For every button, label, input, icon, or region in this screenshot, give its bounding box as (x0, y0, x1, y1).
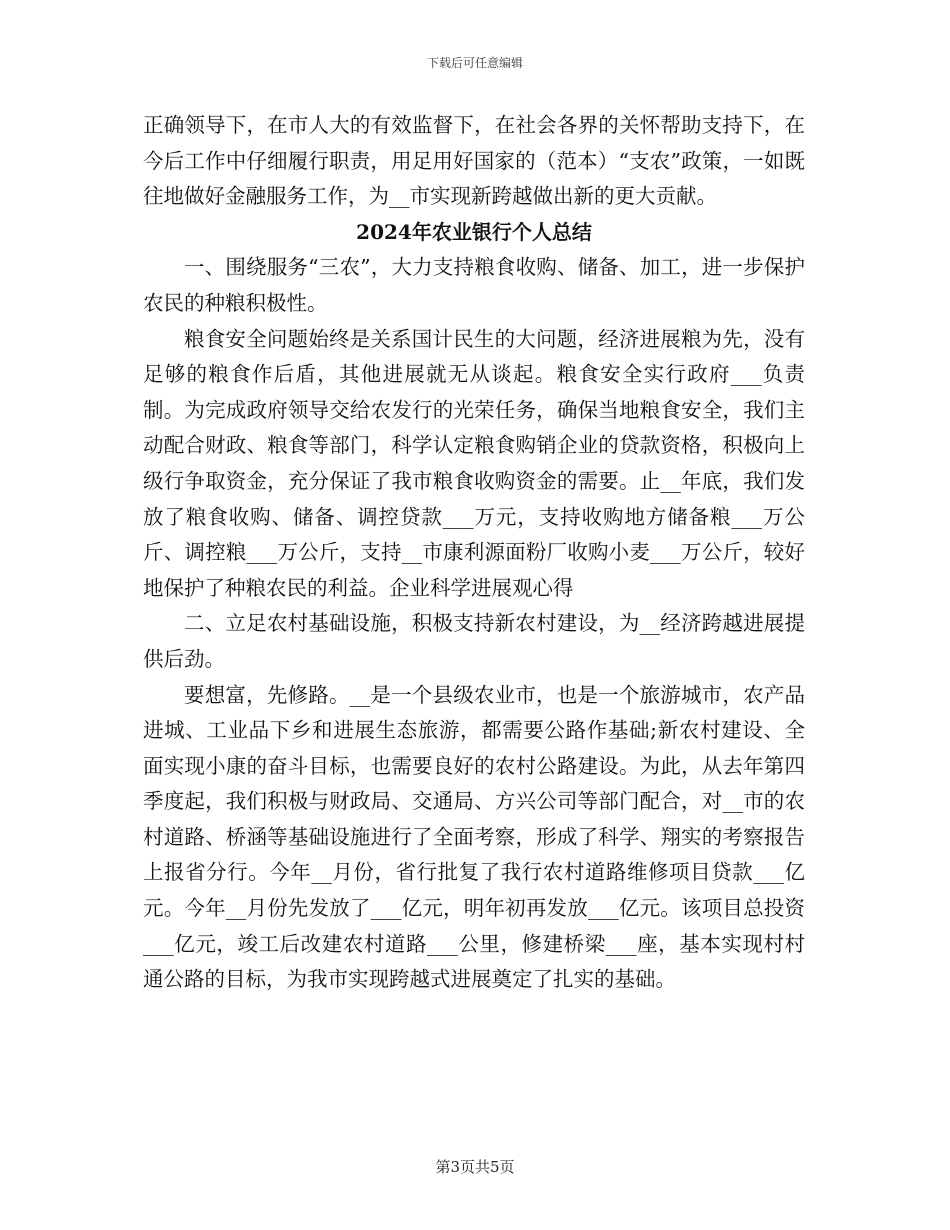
page-number: 第3页共5页 (435, 1158, 515, 1176)
document-body (143, 108, 805, 998)
intro-paragraph: 正确领导下，在市人大的有效监督下，在社会各界的关怀帮助支持下，在今后工作中仔细履行职责，用足用好国家的（范本）“支农”政策，一如既往地做好金融服务工作，为__市实现新跨越做出新的更大贡献。 (143, 113, 805, 209)
section-heading-2: 二、立足农村基础设施，积极支持新农村建设，为__经济跨越进展提供后劲。 (143, 611, 805, 671)
page-header: 下载后可任意编辑 (426, 56, 523, 70)
section-heading-1: 一、围绕服务“三农”，大力支持粮食收购、储备、加工，进一步保护农民的种粮积极性。 (143, 255, 805, 315)
body-paragraph-1: 粮食安全问题始终是关系国计民生的大问题，经济进展粮为先，没有足够的粮食作后盾，其他进展就无从谈起。粮食安全实行政府___负责制。为完成政府领导交给农发行的光荣任务，确保当地粮食安全，我们主动配合财政、粮食等部门，科学认定粮食购销企业的贷款资格，积极向上级行争取资金，充分保证了我市粮食收购资金的需要。止__年底，我们发放了粮食收购、储备、调控贷款___万元，支持收购地方储备粮___万公斤、调控粮___万公斤，支持__市康利源面粉厂收购小麦___万公斤，较好地保护了种粮农民的利益。企业科学进展观心得 (143, 326, 805, 600)
body-paragraph-2: 要想富，先修路。__是一个县级农业市，也是一个旅游城市，农产品进城、工业品下乡和进展生态旅游，都需要公路作基础;新农村建设、全面实现小康的奋斗目标，也需要良好的农村公路建设。为此，从去年第四季度起，我们积极与财政局、交通局、方兴公司等部门配合，对__市的农村道路、桥涵等基础设施进行了全面考察，形成了科学、翔实的考察报告上报省分行。今年__月份，省行批复了我行农村道路维修项目贷款___亿元。今年__月份先发放了___亿元，明年初再发放___亿元。该项目总投资___亿元，竣工后改建农村道路___公里，修建桥梁___座，基本实现村村通公路的目标，为我市实现跨越式进展奠定了扎实的基础。 (143, 682, 805, 992)
document-title: 2024年农业银行个人总结 (356, 219, 592, 244)
